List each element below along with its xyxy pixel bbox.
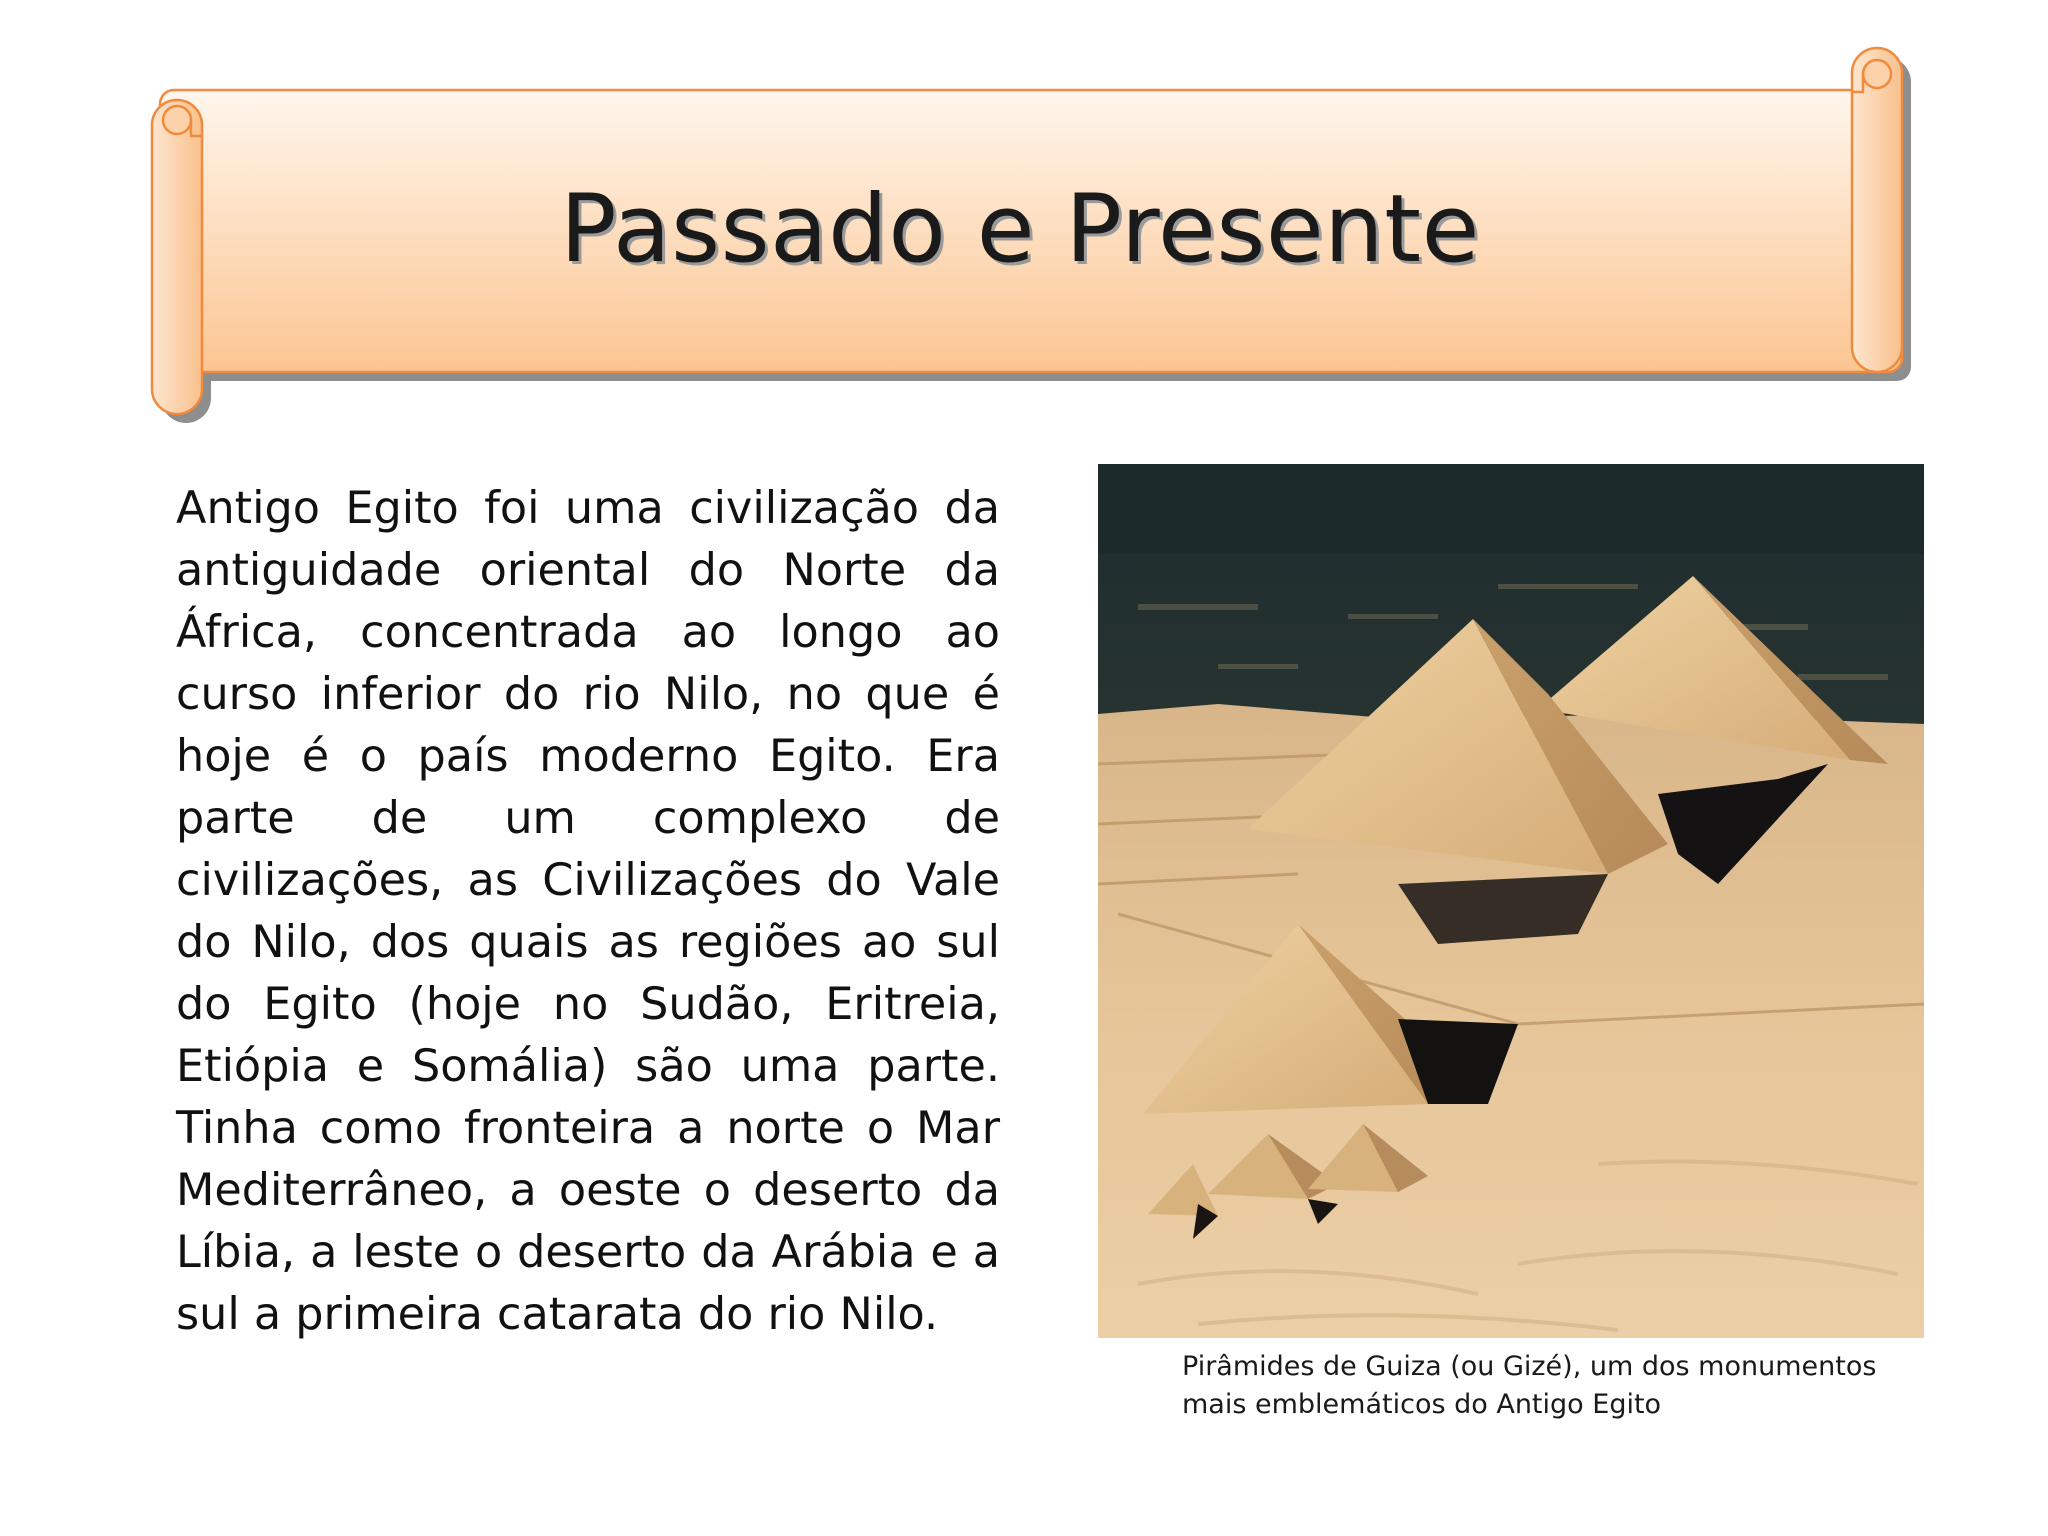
- image-caption: Pirâmides de Guiza (ou Gizé), um dos monumentos mais emblemáticos do Antigo Egito: [1182, 1351, 1877, 1420]
- body-paragraph: Antigo Egito foi uma civilização da antiguidade oriental do Norte da África, concentrada ao longo ao curso inferior do rio Nilo, no que é hoje é o país moderno Egito. Era parte de um complexo de civilizações, as Civilizações do Vale do Nilo, dos quais as regiões ao sul do Egito (hoje no Sudão, Eritreia, Etiópia e Somália) são uma parte. Tinha como fronteira a norte o Mar Mediterrâneo, a oeste o deserto da Líbia, a leste o deserto da Arábia e a sul a primeira catarata do rio Nilo.: [176, 483, 1000, 1340]
- pyramids-of-giza-photo: [1098, 464, 1924, 1338]
- slide-title: Passado e Presente: [560, 175, 1480, 284]
